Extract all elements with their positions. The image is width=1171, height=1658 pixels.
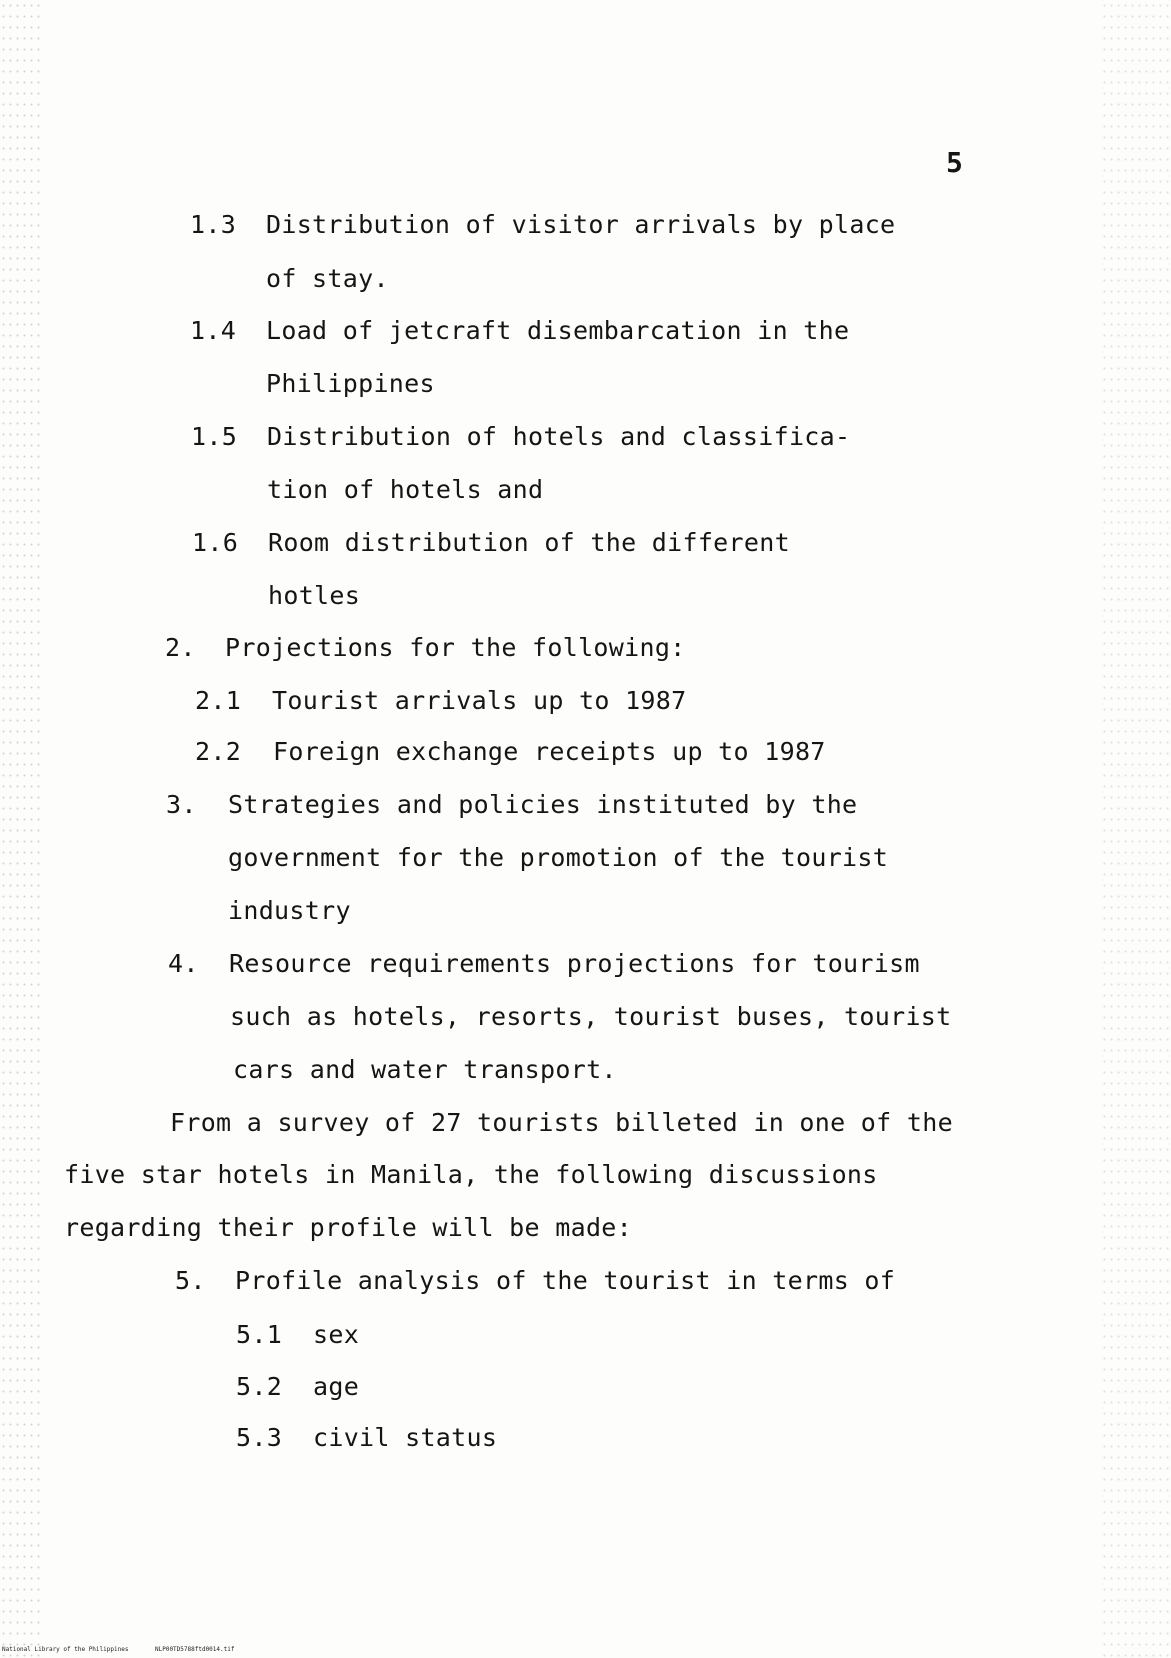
item-text-line: of stay. — [266, 264, 389, 293]
item-text-line: Projections for the following: — [225, 633, 686, 662]
item-text-line: industry — [228, 896, 351, 925]
paragraph-line: five star hotels in Manila, the following discussions — [64, 1160, 878, 1189]
item-text-line: government for the promotion of the tourist — [228, 843, 889, 872]
paragraph-line: regarding their profile will be made: — [64, 1213, 632, 1242]
item-text-line: Distribution of visitor arrivals by place — [266, 210, 896, 239]
item-number: 5. — [175, 1266, 206, 1295]
item-number: 2.2 — [195, 737, 242, 766]
item-number: 1.3 — [190, 210, 237, 239]
item-text-line: cars and water transport. — [233, 1055, 617, 1084]
item-number: 3. — [166, 790, 197, 819]
paragraph-line: From a survey of 27 tourists billeted in one of the — [170, 1108, 953, 1137]
item-number: 1.6 — [192, 528, 239, 557]
item-text-line: Profile analysis of the tourist in terms of — [235, 1266, 896, 1295]
item-number: 1.5 — [191, 422, 238, 451]
item-number: 2. — [165, 633, 196, 662]
item-text-line: hotles — [268, 581, 361, 610]
subitem-number: 5.1 — [236, 1320, 283, 1349]
item-number: 2.1 — [195, 686, 242, 715]
subitem-text: sex — [313, 1320, 360, 1349]
subitem-number: 5.2 — [236, 1372, 283, 1401]
subitem-number: 5.3 — [236, 1423, 283, 1452]
footer-filename: NLP00TD5788ftd0014.tif — [155, 1646, 235, 1653]
item-text-line: tion of hotels and — [267, 475, 544, 504]
page-number: 5 — [946, 146, 963, 179]
item-text-line: Resource requirements projections for tourism — [229, 949, 920, 978]
item-text-line: Philippines — [266, 369, 435, 398]
scan-noise-right — [1101, 0, 1171, 1658]
item-text-line: Foreign exchange receipts up to 1987 — [273, 737, 826, 766]
item-number: 1.4 — [190, 316, 237, 345]
item-text-line: Distribution of hotels and classifica- — [267, 422, 851, 451]
item-text-line: Strategies and policies instituted by the — [228, 790, 858, 819]
item-number: 4. — [168, 949, 199, 978]
item-text-line: such as hotels, resorts, tourist buses, tourist — [230, 1002, 952, 1031]
item-text-line: Tourist arrivals up to 1987 — [272, 686, 687, 715]
item-text-line: Load of jetcraft disembarcation in the — [266, 316, 850, 345]
subitem-text: civil status — [313, 1423, 498, 1452]
scan-noise-left — [0, 0, 40, 1658]
footer-library: National Library of the Philippines — [2, 1646, 129, 1653]
item-text-line: Room distribution of the different — [268, 528, 790, 557]
subitem-text: age — [313, 1372, 360, 1401]
